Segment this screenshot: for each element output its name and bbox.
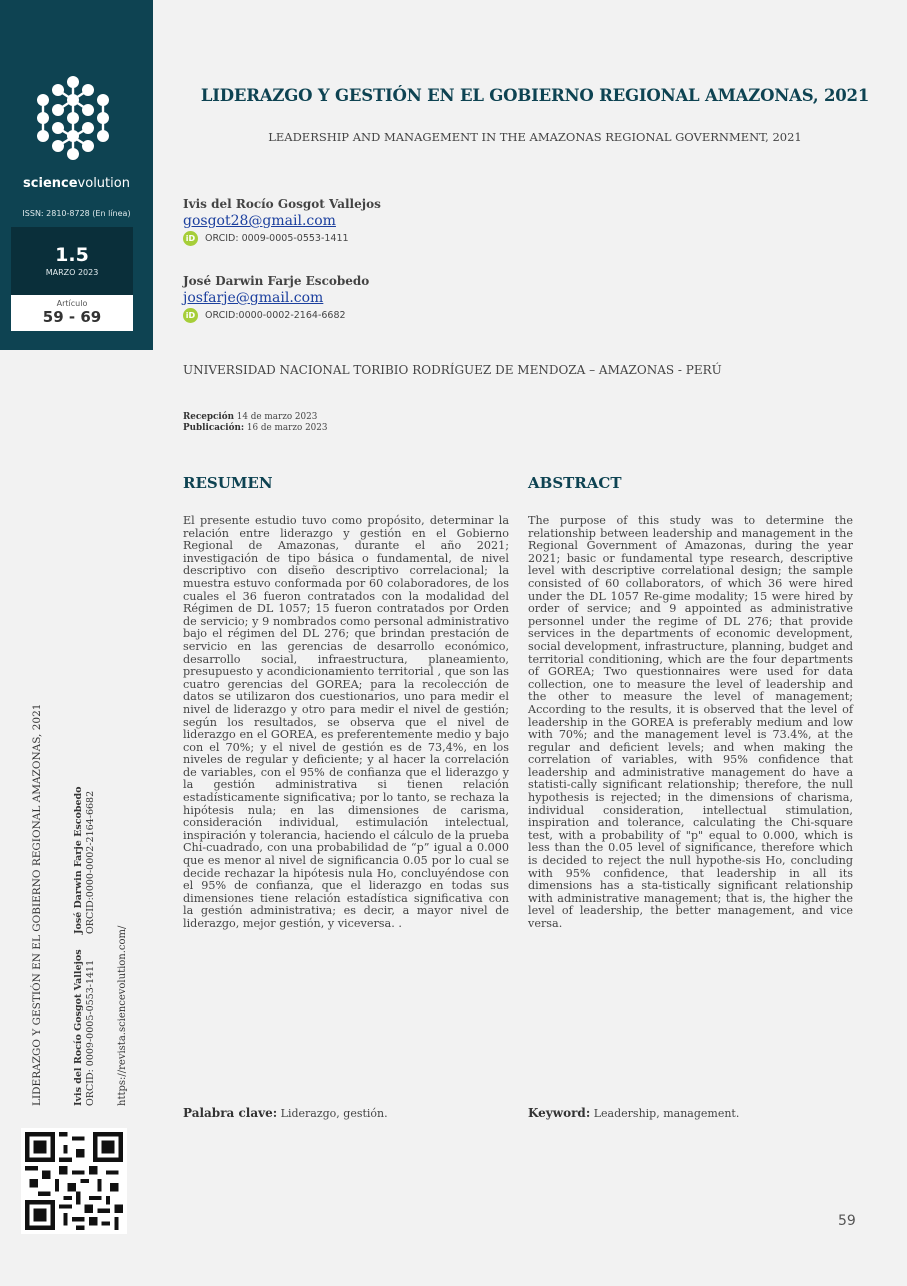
author-orcid[interactable] (183, 308, 369, 323)
volume-box (11, 227, 133, 295)
volume-number: 1.5 (55, 244, 89, 266)
orcid-icon: iD (183, 231, 198, 246)
citation-author2-vertical: José Darwin Farje Escobedo (73, 786, 84, 934)
resumen-text: El presente estudio tuvo como propósito, determinar la relación entre liderazgo y gestión en el Gobierno Regional de Amazonas, durante el año 2021; investigación de tipo básica o fundamental, de nivel descriptivo con diseño descriptivo correlacional; la muestra estuvo conformada por 60 colaboradores, de los cuales el 36 fueron contratados con la modalidad del Régimen de DL 1057; 15 fueron contratados por Orden de servicio; y 9 nombrados como personal administrativo bajo el régimen del DL 276; que brindan prestación de servicio en las gerencias de desarrollo económico, desarrollo social, infraestructura, planeamiento, presupuesto y acondicionamiento territorial , que son las cuatro gerencias del GOREA; para la recolección de datos se utilizaron dos cuestionarios, uno para medir el nivel de liderazgo y otro para medir el nivel de gestión; según los resultados, se observa que el nivel de liderazgo en el GOREA, es preferentemente medio y bajo con el 70%; y el nivel de gestión es de 73,4%, en los niveles de regular y deficiente; y al hacer la correlación de variables, con el 95% de confianza que el liderazgo y la gestión administrativa si tienen relación estadísticamente significativa; por lo tanto, se rechaza la hipótesis nula; en las dimensiones de carisma, consideración individual, estimulación intelectual, inspiración y tolerancia, haciendo el cálculo de la prueba Chi-cuadrado, con una probabilidad de “p” igual a 0.000 que es menor al nivel de significancia 0.05 por lo cual se decide rechazar la hipótesis nula Ho, concluyéndose con el 95% de confianza, que el liderazgo en todas sus dimensiones tiene relación estadística significativa con la gestión administrativa; es decir, a mayor nivel de liderazgo, mejor gestión, y viceversa. . (183, 514, 509, 930)
journal-sidebar (0, 0, 153, 350)
palabra-clave: Palabra clave: Liderazgo, gestión. (183, 1106, 388, 1120)
citation-title-vertical: LIDERAZGO Y GESTIÓN EN EL GOBIERNO REGIONAL AMAZONAS, 2021 (31, 703, 43, 1106)
sciencevolution-logo-icon (27, 72, 119, 164)
issn: ISSN: 2810-8728 (En línea) (22, 209, 131, 218)
author-name: José Darwin Farje Escobedo (183, 274, 370, 288)
dates: Recepción 14 de marzo 2023 Publicación: 16 de marzo 2023 (183, 412, 328, 433)
citation-url-vertical[interactable]: https://revista.sciencevolution.com/ (117, 925, 128, 1106)
qr-code-icon[interactable] (21, 1128, 127, 1234)
author-block (183, 197, 381, 246)
orcid-icon: iD (183, 308, 198, 323)
abstract-heading: ABSTRACT (528, 474, 622, 492)
author-email-link[interactable]: josfarje@gmail.com (183, 290, 324, 306)
citation-orcid2-vertical: ORCID:0000-0002-2164-6682 (85, 790, 96, 934)
author-email-link[interactable]: gosgot28@gmail.com (183, 213, 336, 229)
article-pages-box (11, 295, 133, 331)
orcid-id: ORCID: 0009-0005-0553-1411 (205, 233, 349, 244)
keyword: Keyword: Leadership, management. (528, 1106, 740, 1120)
article-pages: 59 - 69 (42, 308, 102, 326)
author-block (183, 274, 369, 323)
paper-subtitle: LEADERSHIP AND MANAGEMENT IN THE AMAZONAS REGIONAL GOVERNMENT, 2021 (268, 130, 802, 144)
issue-date: MARZO 2023 (45, 268, 99, 277)
article-label: Artículo (56, 299, 88, 308)
resumen-heading: RESUMEN (183, 474, 273, 492)
author-name: Ivis del Rocío Gosgot Vallejos (183, 197, 381, 211)
citation-orcid1-vertical: ORCID: 0009-0005-0553-1411 (85, 959, 96, 1106)
affiliation: UNIVERSIDAD NACIONAL TORIBIO RODRÍGUEZ DE MENDOZA – AMAZONAS - PERÚ (183, 363, 722, 377)
page-number: 59 (838, 1213, 856, 1229)
orcid-id: ORCID:0000-0002-2164-6682 (205, 310, 346, 321)
journal-name: sciencevolution (23, 176, 130, 191)
paper-title: LIDERAZGO Y GESTIÓN EN EL GOBIERNO REGIONAL AMAZONAS, 2021 (200, 86, 870, 105)
author-orcid[interactable] (183, 231, 381, 246)
abstract-text: The purpose of this study was to determine the relationship between leadership and management in the Regional Government of Amazonas, during the year 2021; basic or fundamental type research, descriptive level with descriptive correlational design; the sample consisted of 60 collaborators, of which 36 were hired under the DL 1057 Re-gime modality; 15 were hired by order of service; and 9 appointed as administrative personnel under the regime of DL 276; that provide services in the departments of economic development, social development, infrastructure, planning, budget and territorial conditioning, which are the four departments of GOREA; Two questionnaires were used for data collection, one to measure the level of leadership and the other to measure the level of management; According to the results, it is observed that the level of leadership in the GOREA is preferably medium and low with 70%; and the management level is 73.4%, at the regular and deficient levels; and when making the correlation of variables, with 95% confidence that leadership and administrative management do have a statisti-cally significant relationship; therefore, the null hypothesis is rejected; in the dimensions of charisma, individual consideration, intellectual stimulation, inspiration and tolerance, calculating the Chi-square test, with a probability of "p" equal to 0.000, which is less than the 0.05 level of significance, therefore which is decided to reject the null hypothe-sis Ho, concluding with 95% confidence, that leadership in all its dimensions has a sta-tistically significant relationship with administrative management; that is, the higher the level of leadership, the better management, and vice versa. (528, 514, 853, 930)
citation-author1-vertical: Ivis del Rocío Gosgot Vallejos (73, 949, 84, 1106)
